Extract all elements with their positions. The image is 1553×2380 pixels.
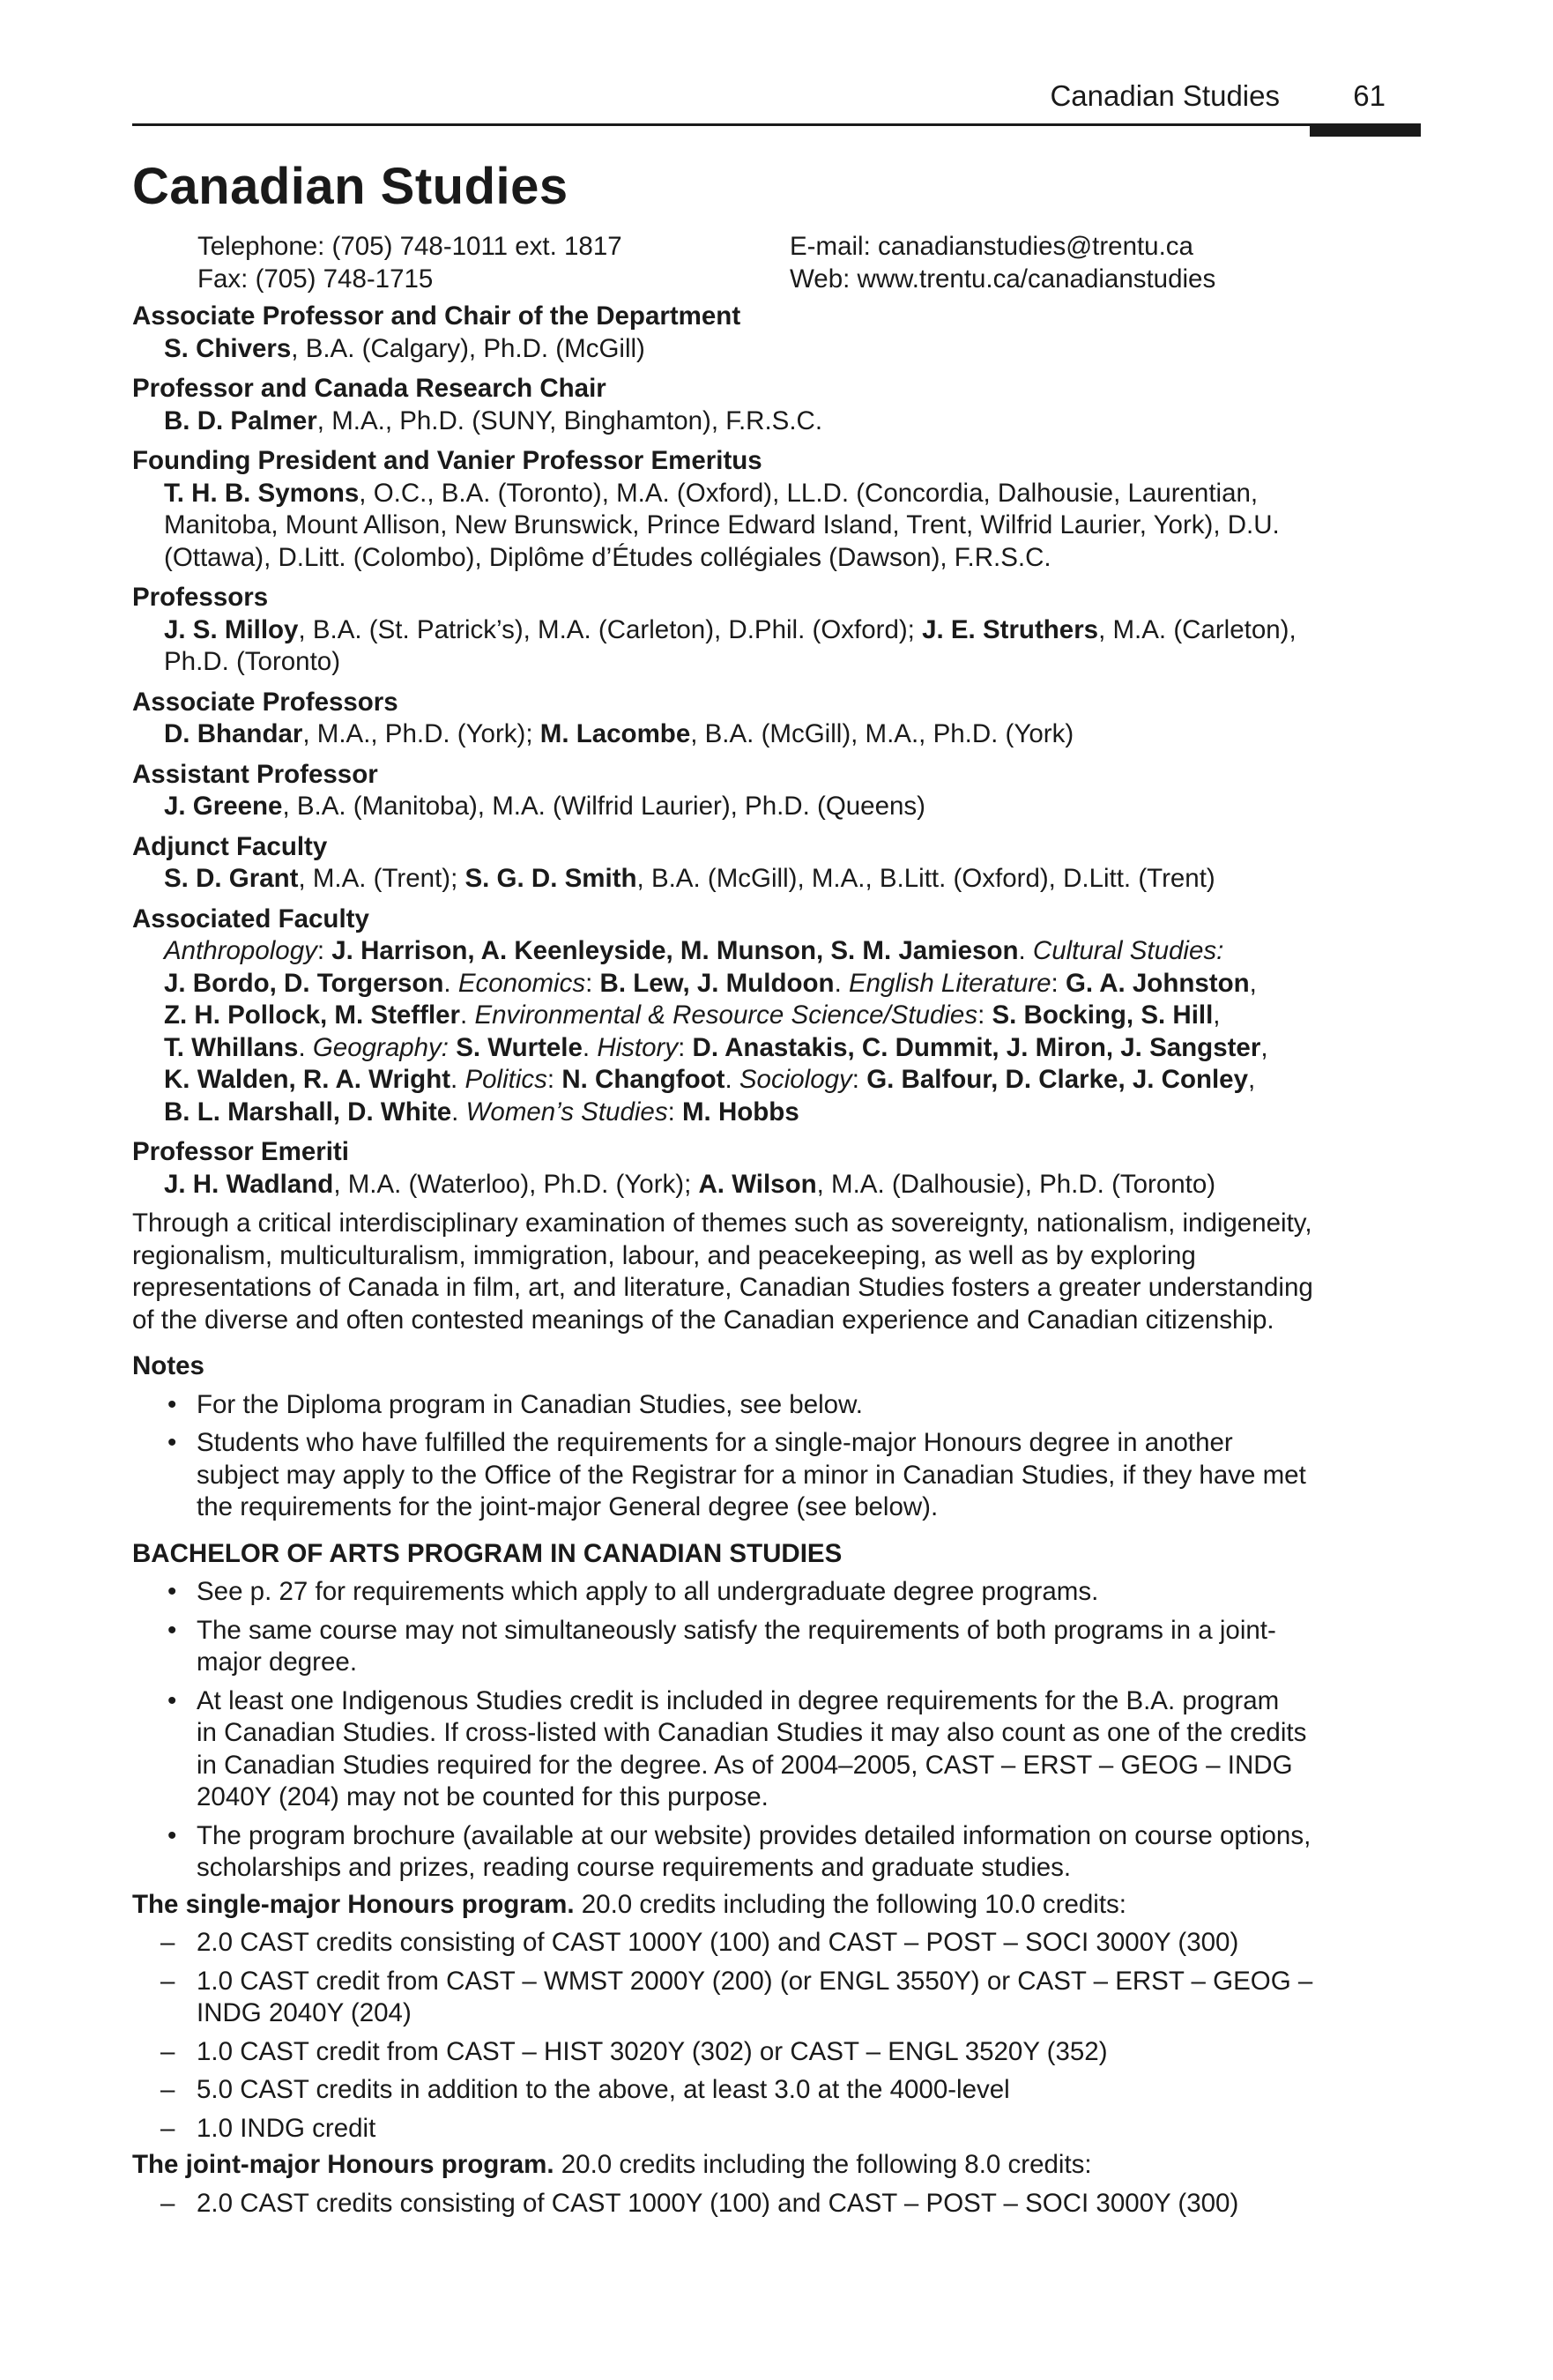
paragraph-line: regionalism, multiculturalism, immigration, labour, and peacekeeping, as well as by exploring	[132, 1240, 1196, 1270]
faculty-names: G. Balfour, D. Clarke, J. Conley	[866, 1065, 1248, 1094]
separator: ,	[1248, 1065, 1256, 1094]
associate-professors-entry	[132, 718, 1421, 751]
list-item	[132, 1966, 1421, 2030]
dash-mark: –	[160, 1966, 175, 1996]
bullet-mark: •	[167, 1615, 177, 1645]
faculty-credentials: Manitoba, Mount Allison, New Brunswick, Prince Edward Island, Trent, Wilfrid Laurier, York), D.U.	[164, 510, 1280, 539]
list-item-text: At least one Indigenous Studies credit is included in degree requirements for the B.A. program	[197, 1685, 1280, 1715]
list-item-text: major degree.	[197, 1647, 358, 1677]
faculty-name: J. S. Milloy	[164, 614, 299, 644]
separator: :	[585, 968, 600, 998]
list-item-text: 2040Y (204) may not be counted for this purpose.	[197, 1782, 769, 1811]
adjunct-faculty-entry	[132, 863, 1421, 896]
separator	[449, 1033, 456, 1062]
separator: .	[443, 968, 458, 998]
faculty-credentials: , M.A., Ph.D. (SUNY, Binghamton), F.R.S.C.	[316, 405, 823, 435]
faculty-names: G. A. Johnston	[1065, 968, 1250, 998]
department-label: Politics	[464, 1065, 547, 1094]
separator: .	[724, 1065, 739, 1094]
department-label: Sociology	[739, 1065, 852, 1094]
list-item	[132, 2188, 1421, 2220]
list-item-text: subject may apply to the Office of the Registrar for a minor in Canadian Studies, if they have met	[197, 1460, 1306, 1490]
separator: ,	[1249, 968, 1257, 998]
joint-major-program	[132, 2149, 1421, 2182]
list-item	[132, 1389, 1421, 1422]
faculty-names: B. L. Marshall, D. White	[164, 1097, 452, 1127]
list-item	[132, 1820, 1421, 1885]
separator: .	[582, 1032, 598, 1062]
chair-heading: Associate Professor and Chair of the Department	[132, 301, 741, 331]
faculty-names: T. Whillans	[164, 1032, 299, 1062]
ba-program-list	[132, 1576, 1421, 1885]
professors-entry	[132, 614, 1421, 679]
faculty-names: J. Bordo, D. Torgerson	[164, 968, 444, 998]
website: Web: www.trentu.ca/canadianstudies	[790, 264, 1216, 294]
assistant-professor-entry	[132, 791, 1421, 823]
faculty-credentials: , M.A. (Waterloo), Ph.D. (York);	[333, 1169, 699, 1199]
faculty-name: J. H. Wadland	[164, 1169, 334, 1199]
faculty-names: Z. H. Pollock, M. Steffler	[164, 1000, 461, 1030]
list-item-text: The same course may not simultaneously satisfy the requirements of both programs in a joint-	[197, 1615, 1276, 1645]
list-item	[132, 1927, 1421, 1960]
bullet-mark: •	[167, 1389, 177, 1419]
separator: :	[316, 936, 332, 965]
faculty-name: S. G. D. Smith	[464, 864, 637, 893]
list-item-text: 1.0 CAST credit from CAST – WMST 2000Y (200) (or ENGL 3550Y) or CAST – ERST – GEOG –	[197, 1966, 1313, 1996]
faculty-names: M. Hobbs	[681, 1097, 799, 1127]
list-item-text: For the Diploma program in Canadian Studies, see below.	[197, 1389, 863, 1419]
faculty-credentials: , B.A. (Calgary), Ph.D. (McGill)	[291, 333, 645, 363]
list-item-text: scholarships and prizes, reading course requirements and graduate studies.	[197, 1853, 1072, 1882]
list-item-text: the requirements for the joint-major General degree (see below).	[197, 1492, 939, 1521]
page-number: 61	[1353, 79, 1386, 112]
list-item-text: in Canadian Studies required for the degree. As of 2004–2005, CAST – ERST – GEOG – INDG	[197, 1750, 1293, 1780]
faculty-names: S. Wurtele	[456, 1032, 583, 1062]
faculty-name: J. Greene	[164, 792, 283, 821]
list-item-text: The program brochure (available at our website) provides detailed information on course options,	[197, 1820, 1312, 1850]
associated-faculty-entry	[132, 935, 1421, 1128]
faculty-credentials: (Ottawa), D.Litt. (Colombo), Diplôme d’Études collégiales (Dawson), F.R.S.C.	[164, 542, 1051, 572]
page-body	[132, 231, 1421, 2220]
joint-major-list	[132, 2188, 1421, 2220]
list-item	[132, 2113, 1421, 2146]
dash-mark: –	[160, 2075, 175, 2104]
list-item	[132, 1427, 1421, 1524]
professors-heading: Professors	[132, 583, 269, 612]
list-item-text: in Canadian Studies. If cross-listed with Canadian Studies it may also count as one of the credits	[197, 1718, 1307, 1747]
ba-program-heading: BACHELOR OF ARTS PROGRAM IN CANADIAN STUDIES	[132, 1538, 843, 1568]
department-label: History	[597, 1032, 679, 1062]
separator: ,	[1260, 1032, 1268, 1062]
faculty-credentials: , B.A. (St. Patrick’s), M.A. (Carleton), D.Phil. (Oxford);	[298, 614, 923, 644]
separator: :	[851, 1065, 867, 1094]
assistant-professor-heading: Assistant Professor	[132, 759, 378, 789]
separator: .	[451, 1097, 466, 1127]
associated-faculty-heading: Associated Faculty	[132, 904, 369, 933]
founding-entry	[132, 478, 1421, 575]
separator: .	[298, 1032, 313, 1062]
emeriti-heading: Professor Emeriti	[132, 1137, 349, 1166]
list-item-text: 5.0 CAST credits in addition to the above, at least 3.0 at the 4000-level	[197, 2075, 1010, 2104]
bullet-mark: •	[167, 1577, 177, 1606]
faculty-name: S. Chivers	[164, 333, 292, 363]
separator: :	[546, 1065, 562, 1094]
contact-block	[132, 231, 1421, 295]
list-item-text: See p. 27 for requirements which apply to all undergraduate degree programs.	[197, 1577, 1099, 1606]
faculty-names: D. Anastakis, C. Dummit, J. Miron, J. Sangster	[692, 1032, 1261, 1062]
emeriti-entry	[132, 1169, 1421, 1201]
faculty-credentials: , M.A. (Carleton),	[1098, 614, 1297, 644]
founding-heading: Founding President and Vanier Professor Emeritus	[132, 446, 762, 475]
notes-heading: Notes	[132, 1351, 204, 1380]
list-item-text: INDG 2040Y (204)	[197, 1998, 412, 2027]
program-text: 20.0 credits including the following 8.0 credits:	[554, 2150, 1092, 2179]
dash-mark: –	[160, 2113, 175, 2143]
associate-professors-heading: Associate Professors	[132, 687, 398, 717]
faculty-name: T. H. B. Symons	[164, 478, 360, 508]
list-item-text: 2.0 CAST credits consisting of CAST 1000Y (100) and CAST – POST – SOCI 3000Y (300)	[197, 1928, 1239, 1957]
single-major-list	[132, 1927, 1421, 2145]
separator: :	[1051, 968, 1066, 998]
separator: :	[667, 1097, 682, 1127]
list-item-text: 1.0 INDG credit	[197, 2113, 376, 2143]
faculty-credentials: , B.A. (McGill), M.A., B.Litt. (Oxford), D.Litt. (Trent)	[636, 864, 1215, 893]
paragraph-line: representations of Canada in film, art, and literature, Canadian Studies fosters a greater understanding	[132, 1273, 1313, 1302]
faculty-names: B. Lew, J. Muldoon	[599, 968, 835, 998]
separator: .	[834, 968, 849, 998]
list-item	[132, 2074, 1421, 2107]
faculty-name: B. D. Palmer	[164, 405, 317, 435]
running-head-title: Canadian Studies	[1050, 79, 1280, 112]
separator: .	[450, 1065, 465, 1094]
crc-entry	[132, 405, 1421, 438]
fax: Fax: (705) 748-1715	[197, 264, 434, 294]
list-item	[132, 1685, 1421, 1814]
chair-entry	[132, 333, 1421, 366]
program-text: 20.0 credits including the following 10.0 credits:	[574, 1889, 1126, 1919]
faculty-names: S. Bocking, S. Hill	[992, 1000, 1214, 1030]
dash-mark: –	[160, 2036, 175, 2066]
crc-heading: Professor and Canada Research Chair	[132, 374, 606, 403]
dash-mark: –	[160, 1928, 175, 1957]
separator: :	[678, 1032, 693, 1062]
dash-mark: –	[160, 2188, 175, 2218]
paragraph-line: of the diverse and often contested meanings of the Canadian experience and Canadian citizenship.	[132, 1305, 1274, 1335]
department-label: Cultural Studies:	[1032, 936, 1224, 965]
faculty-name: S. D. Grant	[164, 864, 299, 893]
faculty-name: J. E. Struthers	[922, 614, 1099, 644]
separator: .	[460, 1000, 475, 1030]
faculty-name: A. Wilson	[698, 1169, 817, 1199]
faculty-name: M. Lacombe	[539, 719, 691, 748]
list-item-text: 2.0 CAST credits consisting of CAST 1000Y (100) and CAST – POST – SOCI 3000Y (300)	[197, 2188, 1239, 2218]
department-label: Economics	[457, 968, 586, 998]
faculty-credentials: , M.A. (Trent);	[298, 864, 465, 893]
department-label: Women’s Studies	[465, 1097, 668, 1127]
separator: .	[1018, 936, 1033, 965]
thumb-tab-marker	[1310, 124, 1421, 137]
page-title: Canadian Studies	[132, 158, 568, 215]
faculty-names: J. Harrison, A. Keenleyside, M. Munson, S. M. Jamieson	[331, 936, 1019, 965]
separator: :	[977, 1000, 992, 1030]
bullet-mark: •	[167, 1685, 177, 1715]
faculty-credentials: Ph.D. (Toronto)	[164, 647, 341, 676]
faculty-credentials: , M.A. (Dalhousie), Ph.D. (Toronto)	[816, 1169, 1216, 1199]
telephone: Telephone: (705) 748-1011 ext. 1817	[197, 232, 622, 261]
department-label: Anthropology	[164, 936, 317, 965]
list-item	[132, 2036, 1421, 2069]
list-item-text: 1.0 CAST credit from CAST – HIST 3020Y (302) or CAST – ENGL 3520Y (352)	[197, 2036, 1108, 2066]
faculty-credentials: , M.A., Ph.D. (York);	[302, 719, 540, 748]
faculty-credentials: , B.A. (McGill), M.A., Ph.D. (York)	[690, 719, 1074, 748]
running-head	[132, 71, 1421, 126]
separator: ,	[1213, 1000, 1221, 1030]
program-label: The single-major Honours program.	[132, 1889, 575, 1919]
faculty-names: N. Changfoot	[561, 1065, 725, 1094]
faculty-names: K. Walden, R. A. Wright	[164, 1065, 451, 1094]
program-label: The joint-major Honours program.	[132, 2150, 554, 2179]
department-label: English Literature	[848, 968, 1051, 998]
faculty-name: D. Bhandar	[164, 719, 303, 748]
adjunct-faculty-heading: Adjunct Faculty	[132, 831, 328, 861]
bullet-mark: •	[167, 1428, 177, 1457]
single-major-program	[132, 1889, 1421, 1922]
list-item	[132, 1615, 1421, 1679]
department-label: Geography:	[312, 1032, 449, 1062]
paragraph-line: Through a critical interdisciplinary examination of themes such as sovereignty, nationalism, indigeneity,	[132, 1209, 1312, 1238]
faculty-credentials: , B.A. (Manitoba), M.A. (Wilfrid Laurier), Ph.D. (Queens)	[282, 792, 925, 821]
email: E-mail: canadianstudies@trentu.ca	[790, 232, 1193, 261]
list-item	[132, 1576, 1421, 1609]
notes-list	[132, 1389, 1421, 1524]
intro-paragraph	[132, 1208, 1421, 1336]
list-item-text: Students who have fulfilled the requirements for a single-major Honours degree in another	[197, 1428, 1233, 1457]
bullet-mark: •	[167, 1820, 177, 1850]
faculty-credentials: , O.C., B.A. (Toronto), M.A. (Oxford), LL.D. (Concordia, Dalhousie, Laurentian,	[359, 478, 1259, 508]
department-label: Environmental & Resource Science/Studies	[474, 1000, 978, 1030]
